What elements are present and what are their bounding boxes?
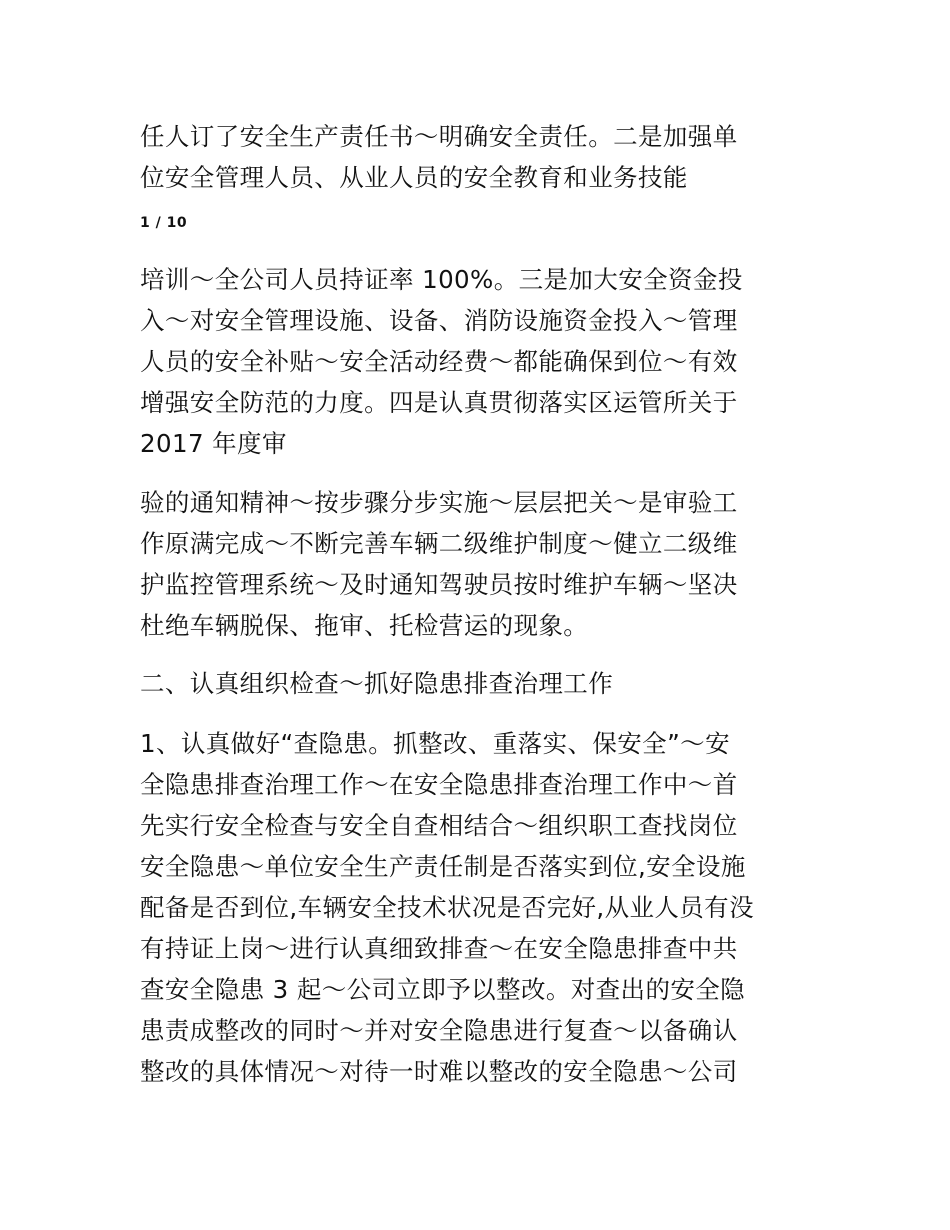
- text-line: 全隐患排查治理工作～在安全隐患排查治理工作中～首: [140, 770, 738, 799]
- text-line: 配备是否到位,车辆安全技术状况是否完好,从业人员有没: [140, 893, 754, 922]
- section-heading: 二、认真组织检查～抓好隐患排查治理工作: [140, 669, 614, 698]
- text-line: 2017 年度审: [140, 429, 287, 458]
- text-line: 任人订了安全生产责任书～明确安全责任。二是加强单: [140, 122, 738, 151]
- text-line: 患责成整改的同时～并对安全隐患进行复查～以备确认: [140, 1016, 738, 1045]
- text-line: 杜绝车辆脱保、拖审、托检营运的现象。: [140, 611, 589, 640]
- page-number: 1 / 10: [140, 215, 188, 231]
- text-line: 查安全隐患 3 起～公司立即予以整改。对查出的安全隐: [140, 975, 746, 1004]
- text-line: 培训～全公司人员持证率 100%。三是加大安全资金投: [140, 265, 743, 294]
- text-line: 增强安全防范的力度。四是认真贯彻落实区运管所关于: [140, 388, 738, 417]
- text-line: 先实行安全检查与安全自查相结合～组织职工查找岗位: [140, 811, 738, 840]
- text-line: 护监控管理系统～及时通知驾驶员按时维护车辆～坚决: [140, 570, 738, 599]
- text-line: 整改的具体情况～对待一时难以整改的安全隐患～公司: [140, 1057, 738, 1086]
- text-line: 有持证上岗～进行认真细致排查～在安全隐患排查中共: [140, 934, 738, 963]
- text-line: 安全隐患～单位安全生产责任制是否落实到位,安全设施: [140, 852, 746, 881]
- text-line: 位安全管理人员、从业人员的安全教育和业务技能: [140, 163, 688, 192]
- text-line: 入～对安全管理设施、设备、消防设施资金投入～管理: [140, 306, 738, 335]
- text-line: 1、认真做好“查隐患。抓整改、重落实、保安全”～安: [140, 729, 730, 758]
- text-line: 人员的安全补贴～安全活动经费～都能确保到位～有效: [140, 347, 738, 376]
- text-line: 验的通知精神～按步骤分步实施～层层把关～是审验工: [140, 488, 738, 517]
- text-line: 作原满完成～不断完善车辆二级维护制度～健立二级维: [140, 529, 738, 558]
